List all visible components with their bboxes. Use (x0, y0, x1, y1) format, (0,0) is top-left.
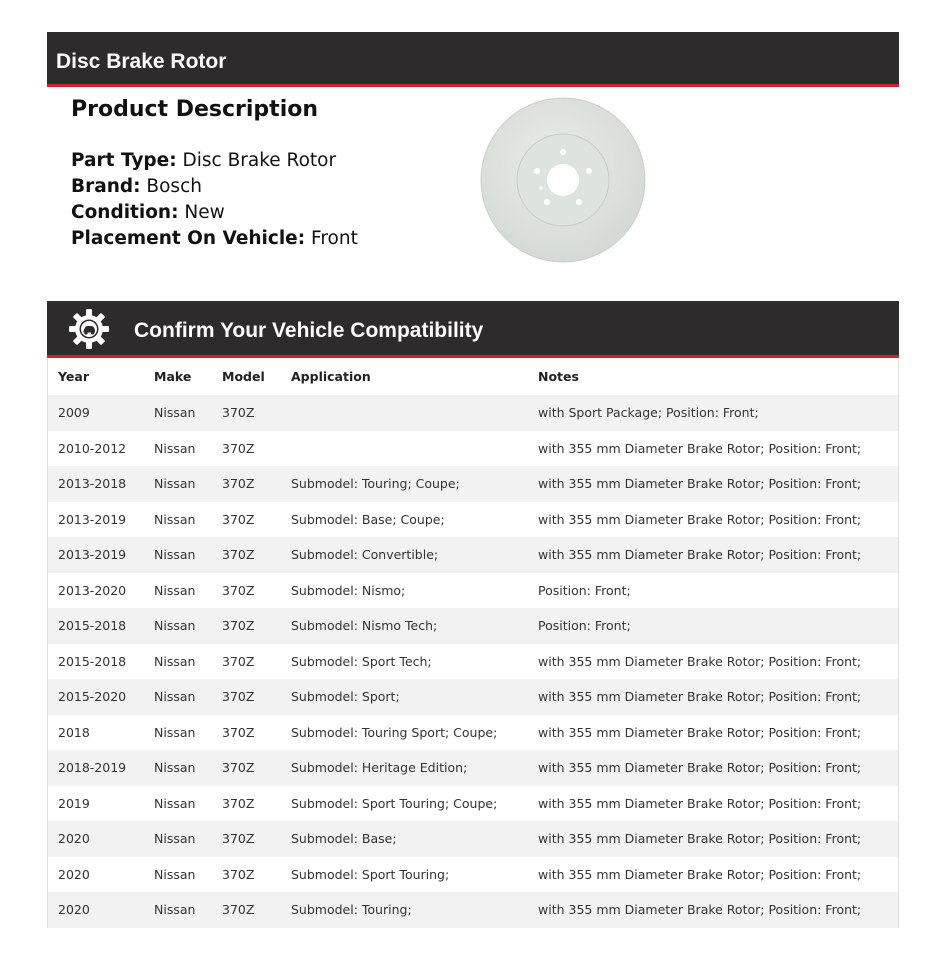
notes-cell: with 355 mm Diameter Brake Rotor; Position: Front; (538, 511, 862, 527)
notes-cell: with 355 mm Diameter Brake Rotor; Position: Front; (538, 831, 862, 847)
application-cell: Submodel: Sport; (291, 689, 400, 705)
spec-list (71, 148, 471, 252)
make-cell: Nissan (154, 866, 196, 882)
description-heading: Product Description (71, 97, 319, 122)
application-cell (281, 395, 528, 431)
year-cell: 2013-2019 (58, 511, 127, 527)
make-cell: Nissan (154, 902, 196, 918)
application-cell: Submodel: Heritage Edition; (291, 760, 468, 776)
table-row (48, 395, 898, 431)
year-cell: 2013-2018 (58, 476, 127, 492)
notes-cell: with 355 mm Diameter Brake Rotor; Position: Front; (538, 689, 862, 705)
year-cell: 2018 (58, 724, 90, 740)
year-cell: 2013-2019 (58, 547, 127, 563)
year-cell: 2020 (58, 831, 90, 847)
compatibility-table (47, 358, 899, 928)
model-cell: 370Z (222, 902, 255, 918)
application-cell: Submodel: Base; (291, 831, 397, 847)
table-row (48, 466, 898, 502)
model-cell: 370Z (222, 689, 255, 705)
make-cell: Nissan (154, 689, 196, 705)
make-cell: Nissan (154, 795, 196, 811)
year-cell: 2020 (58, 866, 90, 882)
make-cell: Nissan (154, 405, 196, 421)
notes-cell: with Sport Package; Position: Front; (538, 405, 759, 421)
application-cell: Submodel: Nismo Tech; (291, 618, 438, 634)
notes-cell: with 355 mm Diameter Brake Rotor; Position: Front; (538, 724, 862, 740)
spec-value: Disc Brake Rotor (182, 150, 337, 171)
table-row (48, 644, 898, 680)
year-cell: 2015-2020 (58, 689, 127, 705)
table-row (48, 573, 898, 609)
notes-cell: with 355 mm Diameter Brake Rotor; Position: Front; (538, 795, 862, 811)
application-cell: Submodel: Nismo; (291, 582, 406, 598)
make-cell: Nissan (154, 547, 196, 563)
notes-cell: Position: Front; (538, 618, 631, 634)
spec-key: Part Type: (71, 150, 177, 171)
make-cell: Nissan (154, 476, 196, 492)
compatibility-title: Confirm Your Vehicle Compatibility (134, 319, 484, 342)
table-row (48, 857, 898, 893)
model-cell: 370Z (222, 511, 255, 527)
model-cell: 370Z (222, 405, 255, 421)
model-cell: 370Z (222, 582, 255, 598)
application-cell: Submodel: Touring; Coupe; (291, 476, 460, 492)
table-row (48, 502, 898, 538)
application-cell: Submodel: Base; Coupe; (291, 511, 445, 527)
year-cell: 2013-2020 (58, 582, 127, 598)
model-cell: 370Z (222, 547, 255, 563)
table-header-row (48, 358, 898, 395)
column-header-notes: Notes (538, 369, 579, 384)
make-cell: Nissan (154, 831, 196, 847)
year-cell: 2018-2019 (58, 760, 127, 776)
year-cell: 2009 (58, 405, 90, 421)
application-cell: Submodel: Touring; (291, 902, 412, 918)
column-header-model: Model (222, 369, 265, 384)
table-row (48, 608, 898, 644)
compatibility-bar (47, 301, 899, 358)
application-cell: Submodel: Sport Touring; (291, 866, 450, 882)
application-cell: Submodel: Convertible; (291, 547, 439, 563)
table-row (48, 750, 898, 786)
model-cell: 370Z (222, 618, 255, 634)
notes-cell: with 355 mm Diameter Brake Rotor; Position: Front; (538, 760, 862, 776)
year-cell: 2015-2018 (58, 618, 127, 634)
model-cell: 370Z (222, 440, 255, 456)
application-cell: Submodel: Sport Touring; Coupe; (291, 795, 498, 811)
make-cell: Nissan (154, 618, 196, 634)
spec-value: Front (311, 228, 358, 249)
notes-cell: with 355 mm Diameter Brake Rotor; Position: Front; (538, 547, 862, 563)
notes-cell: Position: Front; (538, 582, 631, 598)
application-cell: Submodel: Sport Tech; (291, 653, 432, 669)
page-title: Disc Brake Rotor (56, 50, 227, 73)
model-cell: 370Z (222, 653, 255, 669)
make-cell: Nissan (154, 760, 196, 776)
spec-key: Condition: (71, 202, 179, 223)
notes-cell: with 355 mm Diameter Brake Rotor; Position: Front; (538, 902, 862, 918)
spec-row (71, 200, 471, 226)
spec-row (71, 174, 471, 200)
table-row (48, 786, 898, 822)
model-cell: 370Z (222, 795, 255, 811)
spec-row (71, 148, 471, 174)
notes-cell: with 355 mm Diameter Brake Rotor; Position: Front; (538, 476, 862, 492)
make-cell: Nissan (154, 511, 196, 527)
spec-key: Placement On Vehicle: (71, 228, 306, 249)
notes-cell: with 355 mm Diameter Brake Rotor; Position: Front; (538, 653, 862, 669)
make-cell: Nissan (154, 582, 196, 598)
table-row (48, 537, 898, 573)
notes-cell: with 355 mm Diameter Brake Rotor; Position: Front; (538, 866, 862, 882)
spec-value: Bosch (146, 176, 202, 197)
column-header-year: Year (58, 369, 89, 384)
title-bar (47, 32, 899, 87)
make-cell: Nissan (154, 653, 196, 669)
spec-value: New (184, 202, 225, 223)
brake-rotor-image (479, 96, 647, 264)
gear-car-icon (68, 308, 110, 350)
model-cell: 370Z (222, 831, 255, 847)
year-cell: 2020 (58, 902, 90, 918)
spec-key: Brand: (71, 176, 141, 197)
table-row (48, 715, 898, 751)
table-row (48, 431, 898, 467)
application-cell (281, 431, 528, 467)
column-header-application: Application (291, 369, 371, 384)
table-row (48, 679, 898, 715)
make-cell: Nissan (154, 440, 196, 456)
model-cell: 370Z (222, 866, 255, 882)
make-cell: Nissan (154, 724, 196, 740)
year-cell: 2015-2018 (58, 653, 127, 669)
model-cell: 370Z (222, 476, 255, 492)
spec-row (71, 226, 471, 252)
year-cell: 2019 (58, 795, 90, 811)
notes-cell: with 355 mm Diameter Brake Rotor; Position: Front; (538, 440, 862, 456)
table-row (48, 892, 898, 928)
year-cell: 2010-2012 (58, 440, 127, 456)
table-row (48, 821, 898, 857)
model-cell: 370Z (222, 760, 255, 776)
application-cell: Submodel: Touring Sport; Coupe; (291, 724, 498, 740)
column-header-make: Make (154, 369, 192, 384)
model-cell: 370Z (222, 724, 255, 740)
product-description (71, 96, 471, 252)
